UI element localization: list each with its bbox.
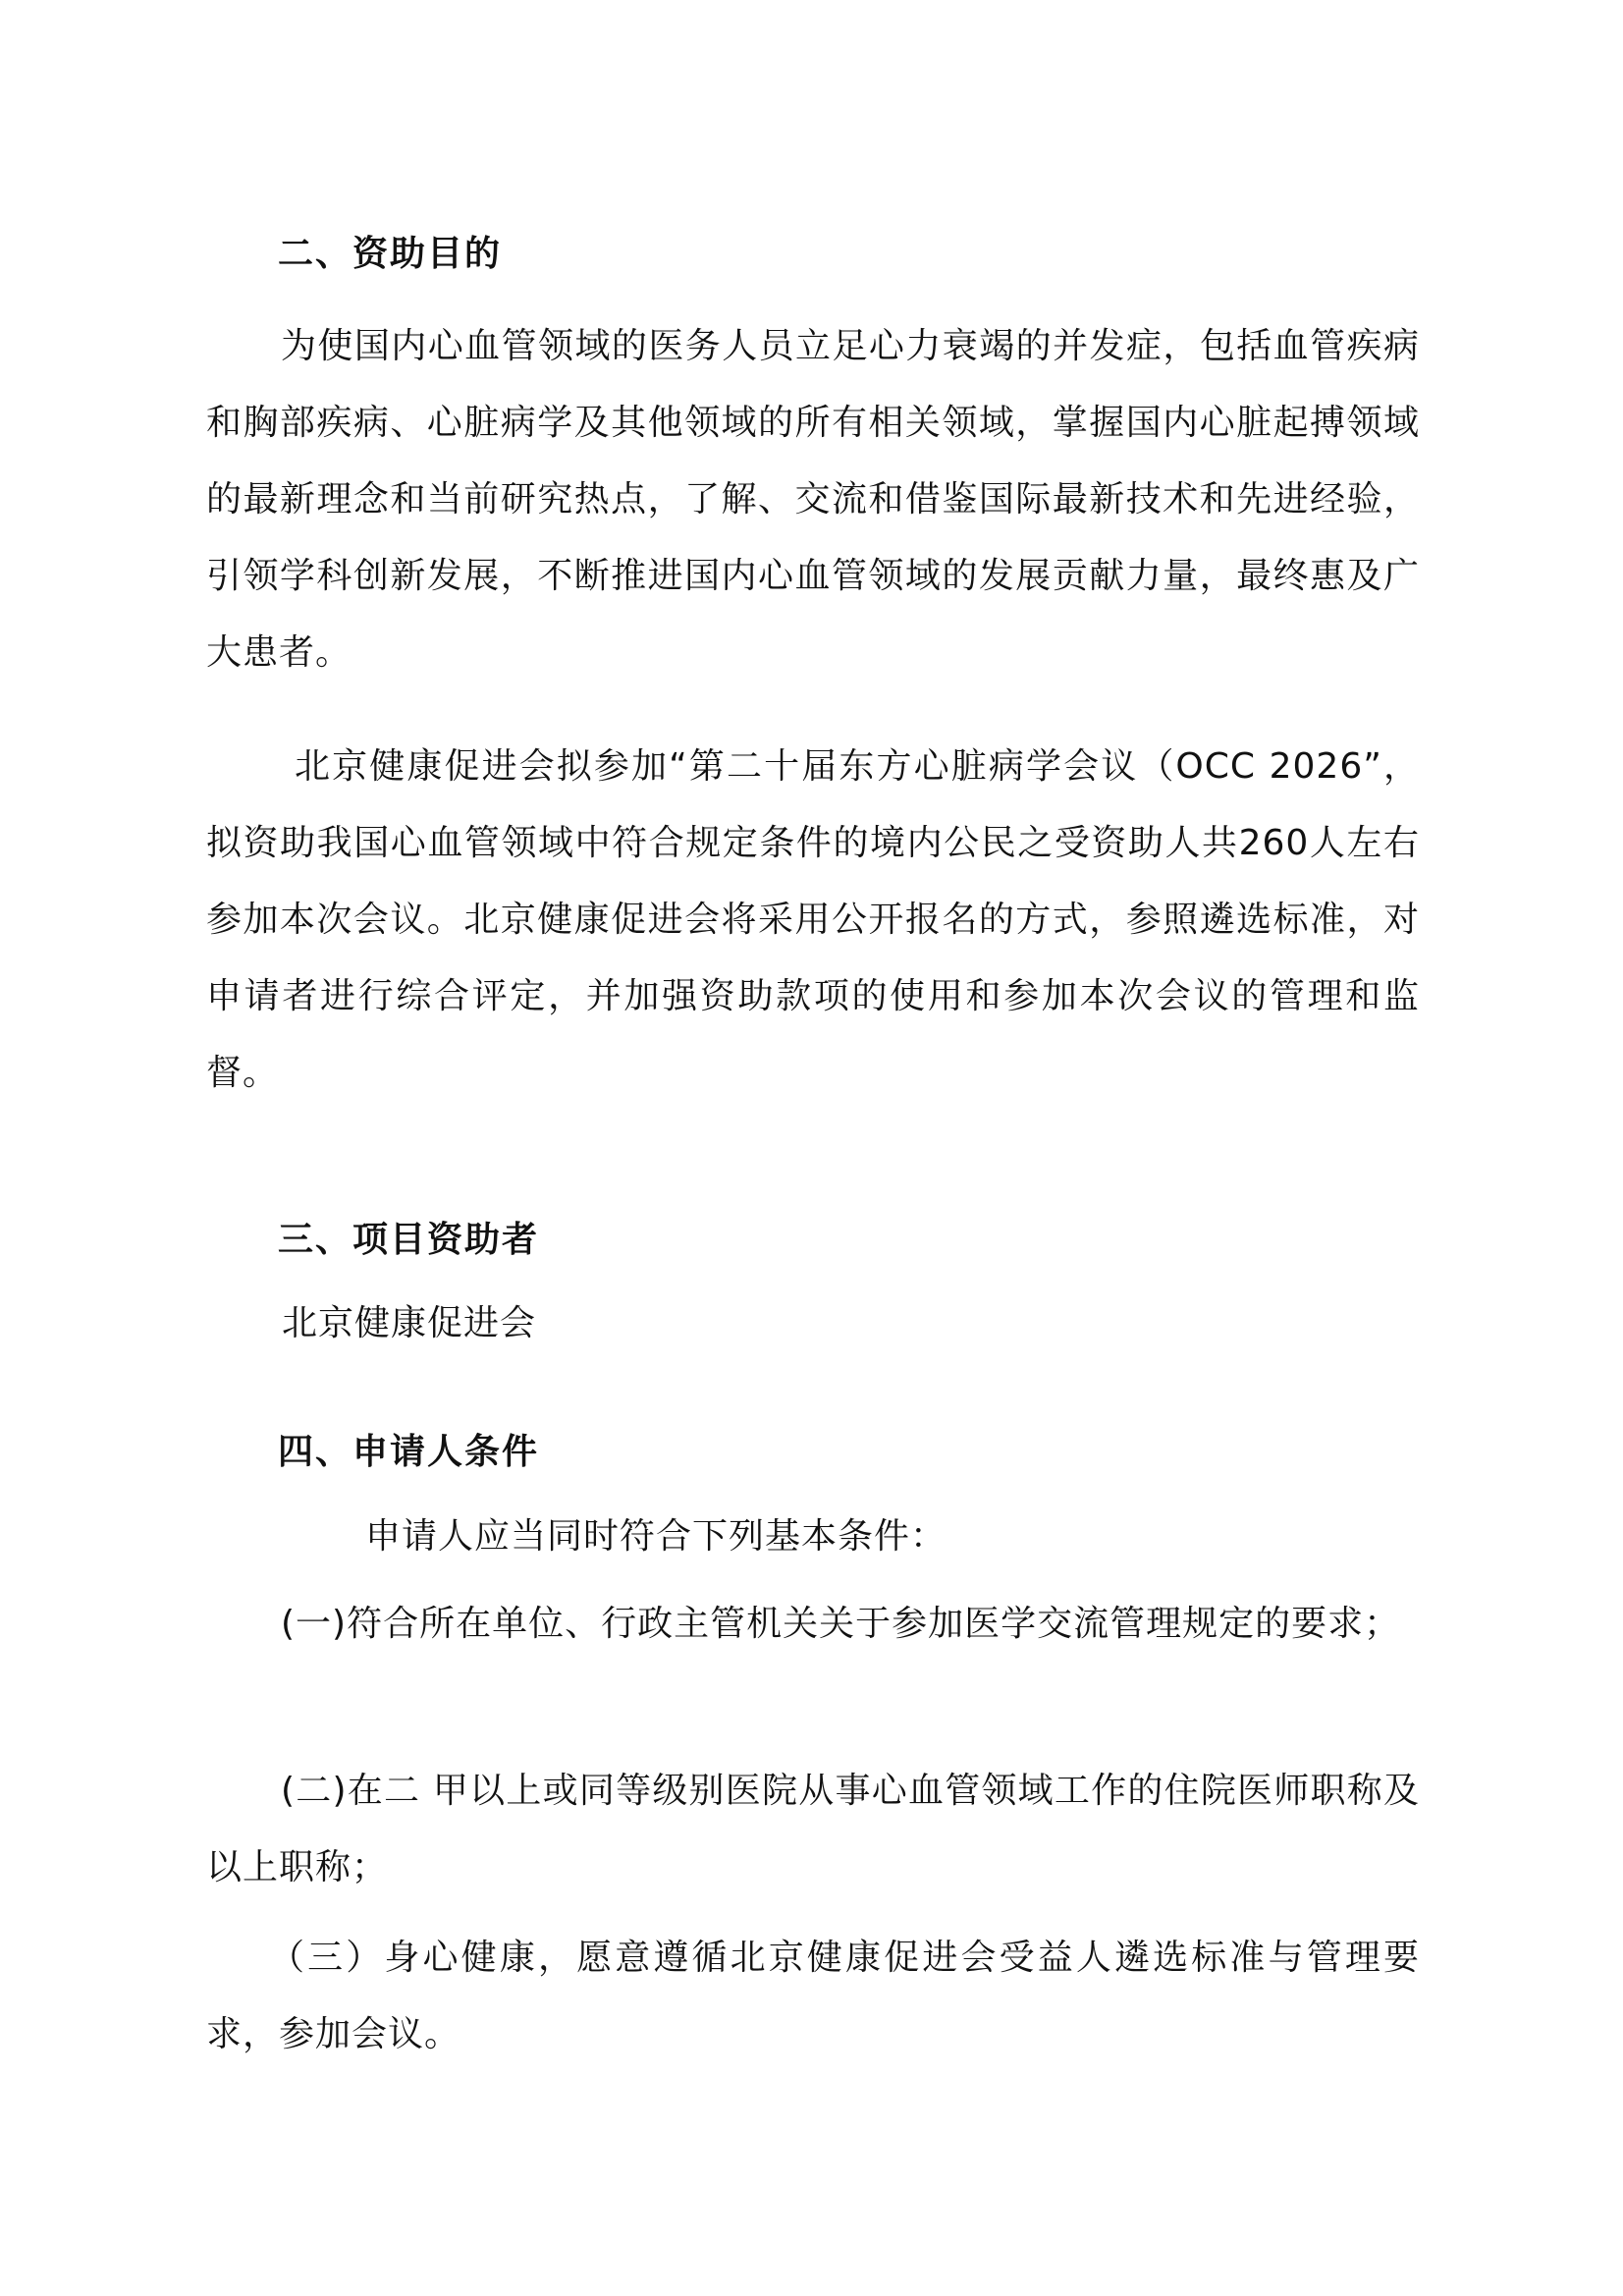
section-heading-funding-purpose: 二、资助目的 [278, 234, 503, 274]
paragraph-funding-purpose: 为使国内心血管领域的医务人员立足心力衰竭的并发症，包括血管疾病和胸部疾病、心脏病学及其他领域的所有相关领域，掌握国内心脏起搏领域的最新理念和当前研究热点，了解、交流和借鉴国际最新技术和先进经验，引领学科创新发展，不断推进国内心血管领域的发展贡献力量，最终惠及广大患者。 [206, 326, 1420, 673]
condition-item: （三）身心健康，愿意遵循北京健康促进会受益人遴选标准与管理要求，参加会议。 [206, 1938, 1420, 2054]
condition-item: (二)在二 甲以上或同等级别医院从事心血管领域工作的住院医师职称及以上职称； [206, 1771, 1420, 1887]
sponsor-name: 北京健康促进会 [282, 1303, 537, 1343]
paragraph-program-description: 北京健康促进会拟参加“第二十届东方心脏病学会议（OCC 2026”，拟资助我国心血管领域中符合规定条件的境内公民之受资助人共260人左右参加本次会议。北京健康促进会将采用公开报名的方式，参照遴选标准，对申请者进行综合评定，并加强资助款项的使用和参加本次会议的管理和监督。 [206, 746, 1420, 1093]
section-heading-applicant-conditions: 四、申请人条件 [278, 1432, 540, 1472]
section-heading-sponsor: 三、项目资助者 [278, 1220, 540, 1260]
condition-item: (一)符合所在单位、行政主管机关关于参加医学交流管理规定的要求； [281, 1604, 1401, 1644]
applicant-conditions-intro: 申请人应当同时符合下列基本条件： [365, 1516, 947, 1557]
